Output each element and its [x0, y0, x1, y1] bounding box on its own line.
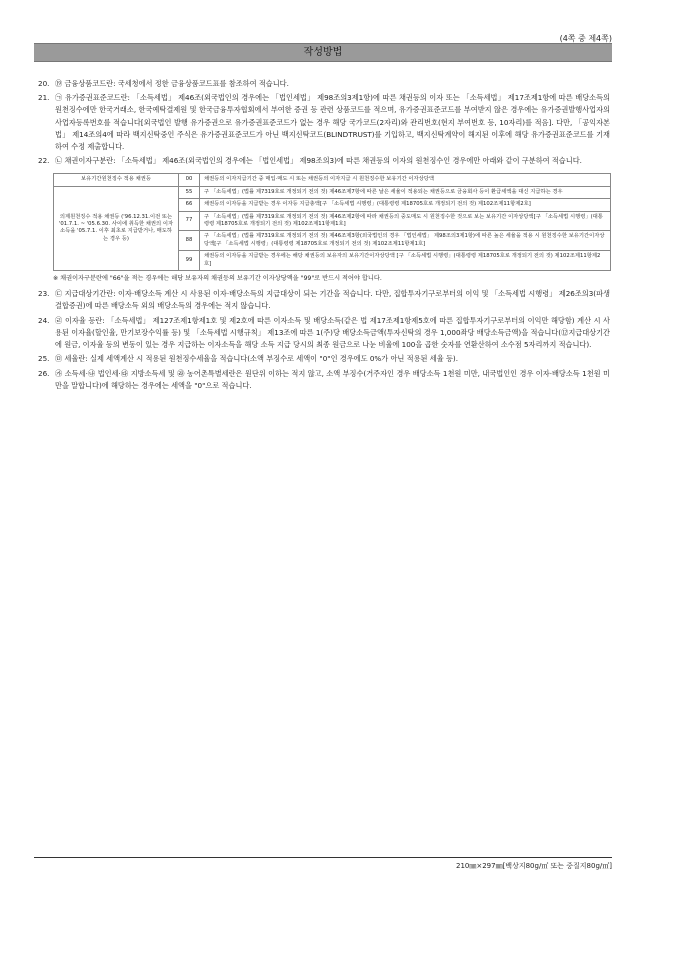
item-number: 22. — [38, 156, 50, 166]
item-text: ⑲ 금융상품코드란: 국세청에서 정한 금융상품코드표를 참조하여 적습니다. — [55, 79, 289, 88]
paper-spec-footer: 210㎜×297㎜[백상지80g/㎡ 또는 중질지80g/㎡] — [455, 862, 612, 870]
page-number: (4쪽 중 제4쪽) — [559, 34, 612, 43]
table-cell-code: 55 — [179, 186, 200, 198]
table-cell-group-label: 의제원천징수 적용 채권등 ('96.12.31.이전 또는 '01.7.1. ~ '05.6.30. 사이에 취득한 채권의 이자소득을 '05.7.1. 이후 최초로 지급받거나, 매도하는 경우 등) — [54, 186, 179, 270]
footer-divider — [34, 857, 612, 858]
instruction-item — [38, 288, 610, 312]
table-cell-code: 00 — [179, 174, 200, 186]
instruction-item — [38, 315, 610, 352]
table-cell-description: 채권등의 이자등을 지급받는 경우 이자등 지급총액[구 「소득세법 시행령」(대통령령 제18705호로 개정되기 전의 것) 제102조제11항제2호] — [200, 199, 611, 211]
instruction-item — [38, 368, 610, 392]
table-row — [54, 186, 611, 198]
instruction-item — [38, 78, 610, 90]
item-text: ㉣ 이자율 등란: 「소득세법」 제127조제1항제1호 및 제2호에 따른 이자소득 및 배당소득(같은 법 제17조제1항제5호에 따른 집합투자기구로부터의 이익만 해당함) 계산 시 사용된 이자율(할인율, 만기보장수익률 등) 및 「소득세법 시행규칙」 제13조에 따른 1(주)당 배당소득금액(투자신탁의 경우 1,000좌당 배당소득금액)을 적습니다(⑫지급대상기간에 원금, 이자율 등의 변동이 있는 경우 지급하는 이자소득을 해당 소득 지급 당시의 최종 원금으로 나눈 비율에 100을 곱한 숫자를 연환산하여 소수점 5자리까지 적습니다). — [55, 315, 610, 350]
bond-interest-code-table — [53, 173, 611, 271]
item-number: 24. — [38, 315, 50, 325]
table-cell-code: 66 — [179, 199, 200, 211]
item-text: ㉢ 지급대상기간란: 이자·배당소득 계산 시 사용된 이자·배당소득의 지급대상이 되는 기간을 적습니다. 다만, 집합투자기구로부터의 이익 및 「소득세법 시행령」 제26조의3(파생결합증권)에 따른 배당소득 외의 배당소득의 경우에는 적지 않습니다. — [55, 289, 610, 311]
item-text: ㉤ 세율란: 실제 세액계산 시 적용된 원천징수세율을 적습니다(소액 부징수로 세액이 "0"인 경우에도 0%가 아닌 적용된 세율 등). — [55, 354, 458, 364]
table-cell-description: 구 「소득세법」(법률 제7319호로 개정되기 전의 것) 제46조제3항(외국법인의 경우 「법인세법」 제98조의3제1항)에 따른 높은 세율을 적용 시 원천징수한 보유기간이자상당액[구 「소득세법 시행령」(대통령령 제18705호로 개정되기 전의 것) 제102조제11항제1호] — [200, 231, 611, 251]
instruction-item — [38, 92, 610, 153]
item-number: 26. — [38, 368, 50, 378]
table-cell-description: 구 「소득세법」(법률 제7319호로 개정되기 전의 것) 제46조제7항에 따른 날은 세율이 적용되는 채권등으로 금융회사 등이 환급세액을 대신 지급하는 경우 — [200, 186, 611, 198]
table-cell-code: 77 — [179, 211, 200, 231]
table-cell-category: 보유기간원천징수 적용 채권등 — [54, 174, 179, 186]
table-cell-description: 채권등의 이자등을 지급받는 경우에는 해당 채권등의 보유자의 보유기간이자상당액 [구 「소득세법 시행령」(대통령령 제18705호로 개정되기 전의 것) 제102조제11항제2호] — [200, 251, 611, 271]
item-number: 20. — [38, 79, 50, 88]
item-text: ㉮ 소득세·㉯ 법인세·㉰ 지방소득세 및 ㉱ 농어촌특별세란은 원단위 이하는 적지 않고, 소액 부징수(거주자인 경우 배당소득 1천원 미만, 내국법인인 경우 이자·배당소득 1천원 미만을 말합니다)에 해당하는 경우에는 세액을 "0"으로 적습니다. — [55, 368, 610, 390]
table-note: ※ 채권이자구분란에 "66"을 적는 경우에는 해당 보유자의 채권등의 보유기간 이자상당액을 "99"로 반드시 적어야 합니다. — [53, 275, 382, 283]
instructions-body — [38, 78, 610, 394]
table-row — [54, 174, 611, 186]
table-cell-description: 채권등의 이자지급기간 중 매입·매도 시 또는 채권등의 이자지급 시 원천징수한 보유기간 이자상당액 — [200, 174, 611, 186]
table-cell-description: 구 「소득세법」(법률 제7319호로 개정되기 전의 것) 제46조제2항에 따라 채권등의 중도매도 시 원천징수한 것으로 보는 보유기간 이자상당액[구 「소득세법 시행령」(대통령령 제18705호로 개정되기 전의 것) 제102조제11항제1호] — [200, 211, 611, 231]
table-cell-code: 99 — [179, 251, 200, 271]
instruction-item — [38, 353, 610, 365]
item-text: ㉡ 채권이자구분란: 「소득세법」 제46조(외국법인의 경우에는 「법인세법」 제98조의3)에 따른 채권등의 이자의 원천징수인 경우에만 아래와 같이 구분하여 적습니다. — [55, 156, 582, 166]
table-cell-code: 88 — [179, 231, 200, 251]
item-number: 25. — [38, 354, 50, 364]
section-title: 작성방법 — [34, 43, 612, 62]
item-text: ㉠ 유가증권표준코드란: 「소득세법」 제46조(외국법인의 경우에는 「법인세법」 제98조의3제1항)에 따른 채권등의 이자 또는 「소득세법」 제17조제1항에 따른 배당소득의 원천징수에만 한국거래소, 한국예탁결제원 및 한국금융투자협회에서 부여한 증권 등 관련 상품코드를 적으며, 유가증권표준코드를 부여받지 않은 경우에는 유가증권발행사업자의 사업자등록번호를 적습니다[외국법인 발행 유가증권으로 유가증권표준코드가 없는 경우 해당 국가코드(2자리)와 관리번호(현지 부여번호 등, 10자리)를 적음]. 다만, 「공익자본법」 제14조의4에 따라 백지신탁중인 주식은 유가증권표준코드가 아닌 백지신탁코드(BLINDTRUST)를 기입하고, 백지신탁계약이 해지된 이후에 해당 유가증권표준코드를 기재하여 수정 제출합니다. — [55, 93, 610, 152]
instruction-item — [38, 155, 610, 167]
item-number: 23. — [38, 289, 50, 299]
item-number: 21. — [38, 93, 50, 103]
